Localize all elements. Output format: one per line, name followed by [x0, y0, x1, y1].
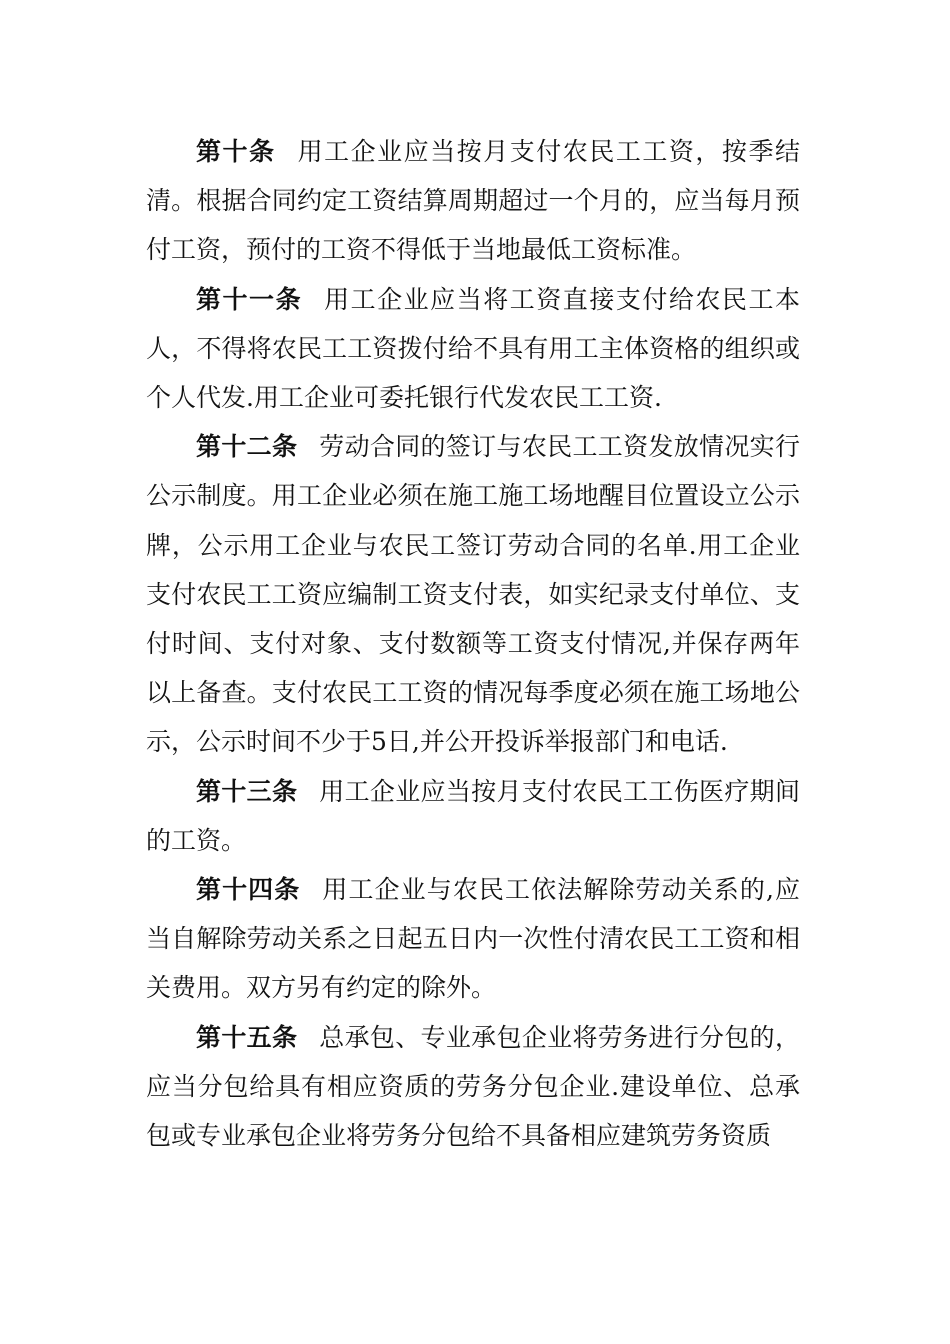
article-number: 第十二条 [196, 432, 298, 462]
article-10 [146, 127, 800, 275]
article-12 [146, 422, 800, 766]
article-13 [146, 767, 800, 865]
article-text: 用工企业应当将工资直接支付给农民工本人，不得将农民工工资拨付给不具有用工主体资格的组织或个人代发.用工企业可委托银行代发农民工工资. [146, 284, 800, 413]
article-text: 用工企业应当按月支付农民工工资，按季结清。根据合同约定工资结算周期超过一个月的，应当每月预付工资，预付的工资不得低于当地最低工资标准。 [146, 137, 800, 265]
article-15 [146, 1013, 800, 1161]
article-11 [146, 275, 800, 423]
article-number: 第十三条 [196, 776, 298, 806]
article-text: 用工企业与农民工依法解除劳动关系的,应当自解除劳动关系之日起五日内一次性付清农民工工资和相关费用。双方另有约定的除外。 [146, 875, 800, 1003]
article-text: 用工企业应当按月支付农民工工伤医疗期间的工资。 [146, 776, 800, 855]
document-body [146, 127, 800, 1160]
article-text: 劳动合同的签订与农民工工资发放情况实行公示制度。用工企业必须在施工施工场地醒目位置设立公示牌，公示用工企业与农民工签订劳动合同的名单.用工企业支付农民工工资应编制工资支付表，如实纪录支付单位、支付时间、支付对象、支付数额等工资支付情况,并保存两年以上备查。支付农民工工资的情况每季度必须在施工场地公示，公示时间不少于5日,并公开投诉举报部门和电话. [146, 432, 800, 757]
article-number: 第十五条 [196, 1022, 298, 1052]
article-number: 第十四条 [196, 875, 301, 905]
article-number: 第十条 [196, 137, 276, 166]
article-14 [146, 865, 800, 1013]
article-number: 第十一条 [196, 284, 303, 314]
article-text: 总承包、专业承包企业将劳务进行分包的，应当分包给具有相应资质的劳务分包企业.建设单位、总承包或专业承包企业将劳务分包给不具备相应建筑劳务资质 [146, 1022, 800, 1151]
